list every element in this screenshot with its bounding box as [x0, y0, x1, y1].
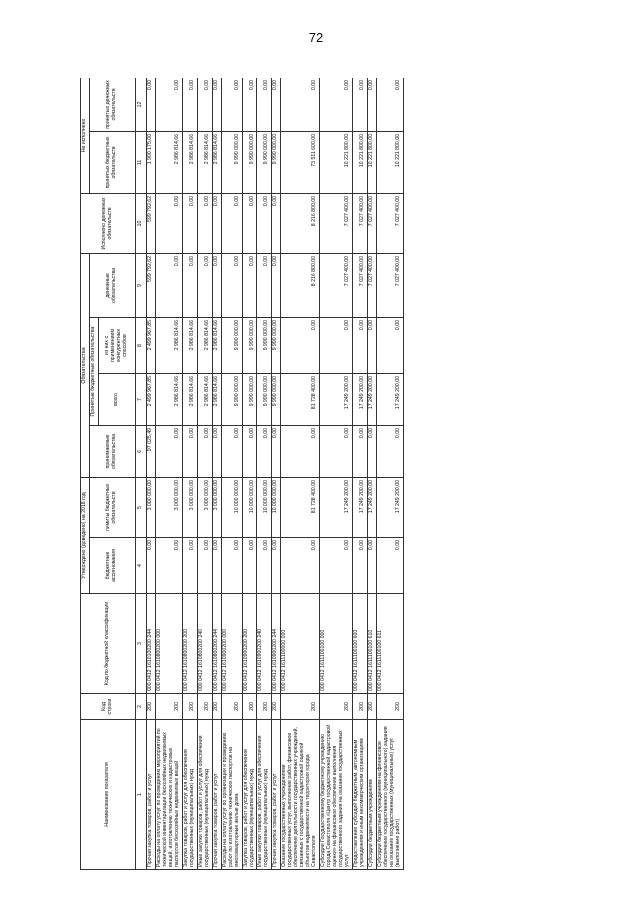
- row-monetary: 0,00: [197, 253, 212, 317]
- header-total: всего: [98, 374, 135, 426]
- row-nf-monetary: 0,00: [367, 78, 376, 131]
- row-competitive: 9 990 000,00: [221, 318, 242, 374]
- header-fulfilled: Исполнено денежных обязательств: [81, 193, 136, 253]
- row-budget-allocations: 0,00: [182, 538, 197, 594]
- header-group-not-fulfilled: Не исполнено: [81, 78, 90, 193]
- row-monetary: 0,00: [242, 253, 257, 317]
- row-name: Субсидии Государственному бюджетному учреждению города Севастополя «Центр государственной кадастровой оценки» на финансовое обеспечение выполнения государственного задания на оказание государственных услуг: [320, 720, 353, 870]
- row-total: 2 986 814,66: [197, 374, 212, 426]
- row-total: 17 249 200,00: [376, 374, 403, 426]
- row-code: 200: [221, 694, 242, 720]
- row-competitive: 0,00: [281, 318, 320, 374]
- row-fulfilled: 0,00: [155, 193, 182, 253]
- header-limits: лимиты бюджетных обязательств: [89, 478, 135, 538]
- header-monetary: денежные обязательства: [89, 253, 135, 317]
- table-row: [182, 78, 197, 870]
- row-monetary: 599 792,62: [146, 253, 155, 317]
- row-nf-monetary: 0,00: [182, 78, 197, 131]
- table-row: [257, 78, 272, 870]
- row-competitive: 2 986 814,66: [155, 318, 182, 374]
- row-code: 200: [281, 694, 320, 720]
- row-nf-monetary: 0,00: [376, 78, 403, 131]
- row-budget-allocations: 0,00: [221, 538, 242, 594]
- row-budget-class: 000 0412 1610900200 244: [272, 594, 281, 694]
- row-name: Прочая закупка товаров, работ и услуг: [146, 720, 155, 870]
- row-nf-budget: 2 986 814,66: [212, 131, 221, 193]
- row-competitive: 0,00: [376, 318, 403, 374]
- row-nf-budget: 2 986 814,66: [182, 131, 197, 193]
- row-limits: 3 000 000,00: [197, 478, 212, 538]
- table-row: [281, 78, 320, 870]
- column-number: 9: [135, 253, 146, 317]
- row-nf-budget: 2 986 814,66: [197, 131, 212, 193]
- row-fulfilled: 0,00: [197, 193, 212, 253]
- row-code: 200: [182, 694, 197, 720]
- row-limits: 17 249 200,00: [367, 478, 376, 538]
- row-deferred: 0,00: [182, 426, 197, 478]
- row-deferred: 0,00: [257, 426, 272, 478]
- row-monetary: 0,00: [155, 253, 182, 317]
- table-row: [197, 78, 212, 870]
- row-deferred: 0,00: [197, 426, 212, 478]
- row-nf-monetary: 0,00: [212, 78, 221, 131]
- row-limits: 3 000 000,00: [146, 478, 155, 538]
- row-code: 200: [367, 694, 376, 720]
- row-budget-class: 000 0412 1610900200 000: [221, 594, 242, 694]
- table-row: [212, 78, 221, 870]
- row-name: Оказание государственных учреждениями государственных услуг, выполнение работ, финансовое обеспечение деятельности государственных учреждений, связанных с государственной кадастровой оценкой объектов недвижимости на территории города Севастополя: [281, 720, 320, 870]
- row-nf-monetary: 0,00: [197, 78, 212, 131]
- row-limits: 10 000 000,00: [257, 478, 272, 538]
- row-monetary: 0,00: [182, 253, 197, 317]
- row-code: 200: [146, 694, 155, 720]
- column-number: 6: [135, 426, 146, 478]
- row-nf-monetary: 0,00: [155, 78, 182, 131]
- budget-table: [80, 78, 404, 870]
- row-name: Расходы на оплату услуг по проведению мероприятий по технической инвентаризации бесхозяйных недвижимых вещей, изготовлению технических и кадастровых паспортов бесхозяйных недвижимых вещей: [155, 720, 182, 870]
- row-total: 81 728 400,00: [281, 374, 320, 426]
- row-fulfilled: 0,00: [182, 193, 197, 253]
- row-total: 2 986 814,66: [182, 374, 197, 426]
- row-nf-monetary: 0,00: [146, 78, 155, 131]
- row-code: 200: [155, 694, 182, 720]
- row-budget-class: 000 0412 1610900200 200: [242, 594, 257, 694]
- row-deferred: 0,00: [367, 426, 376, 478]
- row-competitive: 0,00: [367, 318, 376, 374]
- row-competitive: 0,00: [320, 318, 353, 374]
- row-code: 200: [197, 694, 212, 720]
- row-budget-class: 000 0412 1610900200 240: [257, 594, 272, 694]
- table-row: [242, 78, 257, 870]
- row-total: 2 499 967,85: [146, 374, 155, 426]
- row-deferred: 0,00: [221, 426, 242, 478]
- column-number: 8: [135, 318, 146, 374]
- header-budget-class: Код по бюджетной классификации: [81, 594, 136, 694]
- column-number: 3: [135, 594, 146, 694]
- row-deferred: 0,00: [320, 426, 353, 478]
- row-deferred: 97 025,49: [146, 426, 155, 478]
- header-nf-monetary: принятых денежных обязательств: [89, 78, 135, 131]
- row-budget-class: 000 0412 1610800200 244: [212, 594, 221, 694]
- header-group-approved: Утверждено (доведено) на 2018 год: [81, 478, 90, 594]
- column-number: 10: [135, 193, 146, 253]
- row-nf-monetary: 0,00: [281, 78, 320, 131]
- row-code: 200: [212, 694, 221, 720]
- row-deferred: 0,00: [376, 426, 403, 478]
- row-budget-allocations: 0,00: [320, 538, 353, 594]
- row-fulfilled: 7 027 400,00: [320, 193, 353, 253]
- row-code: 200: [320, 694, 353, 720]
- header-code: Код строки: [81, 694, 136, 720]
- row-name: Субсидии бюджетным учреждениям: [367, 720, 376, 870]
- row-name: Предоставление субсидий бюджетным, автономным учреждениям и иным некоммерческим организациям: [353, 720, 368, 870]
- row-total: 9 990 000,00: [221, 374, 242, 426]
- table-body: [146, 78, 403, 870]
- row-limits: 3 000 000,00: [155, 478, 182, 538]
- row-nf-monetary: 0,00: [242, 78, 257, 131]
- row-nf-budget: 9 990 000,00: [272, 131, 281, 193]
- page-number: 72: [308, 30, 324, 45]
- row-total: 2 986 814,66: [155, 374, 182, 426]
- row-monetary: 7 027 400,00: [320, 253, 353, 317]
- column-number: 4: [135, 538, 146, 594]
- column-number-row: [135, 78, 146, 870]
- rotated-table: [80, 78, 610, 870]
- row-limits: 3 000 000,00: [212, 478, 221, 538]
- row-fulfilled: 599 792,62: [146, 193, 155, 253]
- row-competitive: 2 986 814,66: [182, 318, 197, 374]
- row-budget-class: 000 0412 1610800200 000: [155, 594, 182, 694]
- row-budget-allocations: 0,00: [353, 538, 368, 594]
- row-budget-class: 000 0412 1611100100 000: [320, 594, 353, 694]
- row-nf-budget: 9 990 000,00: [221, 131, 242, 193]
- row-budget-allocations: 0,00: [272, 538, 281, 594]
- table-row: [221, 78, 242, 870]
- row-total: 17 249 200,00: [353, 374, 368, 426]
- row-budget-class: 000 0412 1611100000 000: [281, 594, 320, 694]
- row-total: 9 990 000,00: [257, 374, 272, 426]
- row-fulfilled: 7 027 400,00: [367, 193, 376, 253]
- row-monetary: 7 027 400,00: [376, 253, 403, 317]
- row-nf-budget: 9 990 000,00: [242, 131, 257, 193]
- row-monetary: 0,00: [212, 253, 221, 317]
- row-nf-budget: 9 990 000,00: [257, 131, 272, 193]
- row-fulfilled: 0,00: [212, 193, 221, 253]
- row-name: Закупка товаров, работ и услуг для обеспечения государственных (муниципальных) нужд: [242, 720, 257, 870]
- column-number: 7: [135, 374, 146, 426]
- row-name: Прочая закупка товаров, работ и услуг: [272, 720, 281, 870]
- row-competitive: 9 990 000,00: [272, 318, 281, 374]
- row-monetary: 0,00: [272, 253, 281, 317]
- row-competitive: 2 986 814,66: [212, 318, 221, 374]
- row-code: 200: [242, 694, 257, 720]
- row-limits: 10 000 000,00: [272, 478, 281, 538]
- row-fulfilled: 7 027 400,00: [376, 193, 403, 253]
- row-nf-budget: 10 221 800,00: [376, 131, 403, 193]
- row-budget-class: 000 0412 1610100200 244: [146, 594, 155, 694]
- row-limits: 10 000 000,00: [242, 478, 257, 538]
- column-number: 1: [135, 720, 146, 870]
- table-row: [353, 78, 368, 870]
- row-code: 200: [353, 694, 368, 720]
- row-total: 2 986 814,66: [212, 374, 221, 426]
- row-name: Прочая закупка товаров, работ и услуг: [212, 720, 221, 870]
- row-name: Закупка товаров, работ и услуг для обеспечения государственных (муниципальных) нужд: [182, 720, 197, 870]
- row-name: Иные закупки товаров, работ и услуг для обеспечения государственных (муниципальных) нужд: [257, 720, 272, 870]
- row-nf-monetary: 0,00: [257, 78, 272, 131]
- row-budget-allocations: 0,00: [376, 538, 403, 594]
- row-budget-class: 000 0412 1611100100 611: [376, 594, 403, 694]
- row-fulfilled: 8 216 800,00: [281, 193, 320, 253]
- row-budget-allocations: 0,00: [197, 538, 212, 594]
- table-row: [367, 78, 376, 870]
- row-monetary: 7 027 400,00: [367, 253, 376, 317]
- row-limits: 3 000 000,00: [182, 478, 197, 538]
- column-number: 11: [135, 131, 146, 193]
- row-nf-budget: 73 511 600,00: [281, 131, 320, 193]
- row-competitive: 2 499 967,85: [146, 318, 155, 374]
- header-name: Наименование показателя: [81, 720, 136, 870]
- table-row: [272, 78, 281, 870]
- row-monetary: 0,00: [221, 253, 242, 317]
- row-deferred: 0,00: [242, 426, 257, 478]
- row-budget-allocations: 0,00: [242, 538, 257, 594]
- row-budget-allocations: 0,00: [212, 538, 221, 594]
- row-budget-allocations: 0,00: [281, 538, 320, 594]
- row-budget-allocations: 0,00: [155, 538, 182, 594]
- header-group-obligations: Обязательства: [81, 253, 90, 477]
- table-row: [320, 78, 353, 870]
- row-nf-budget: 1 900 175,00: [146, 131, 155, 193]
- row-nf-monetary: 0,00: [353, 78, 368, 131]
- row-total: 9 990 000,00: [242, 374, 257, 426]
- row-budget-allocations: 0,00: [367, 538, 376, 594]
- row-budget-class: 000 0412 1611100100 610: [367, 594, 376, 694]
- header-competitive: из них с применением конкурентных способов: [98, 318, 135, 374]
- row-code: 200: [272, 694, 281, 720]
- row-nf-budget: 10 221 800,00: [353, 131, 368, 193]
- row-fulfilled: 0,00: [221, 193, 242, 253]
- row-limits: 17 249 200,00: [353, 478, 368, 538]
- row-code: 200: [376, 694, 403, 720]
- rotated-table-container: [80, 78, 610, 870]
- row-monetary: 8 216 800,00: [281, 253, 320, 317]
- row-total: 9 990 000,00: [272, 374, 281, 426]
- column-number: 12: [135, 78, 146, 131]
- row-competitive: 0,00: [353, 318, 368, 374]
- row-competitive: 9 990 000,00: [242, 318, 257, 374]
- column-number: 2: [135, 694, 146, 720]
- header-group-accepted: Принятые бюджетные обязательства: [89, 318, 98, 426]
- row-budget-allocations: 0,00: [257, 538, 272, 594]
- row-fulfilled: 0,00: [272, 193, 281, 253]
- row-total: 17 249 200,00: [367, 374, 376, 426]
- row-monetary: 0,00: [257, 253, 272, 317]
- row-fulfilled: 0,00: [257, 193, 272, 253]
- row-budget-allocations: 0,00: [146, 538, 155, 594]
- row-deferred: 0,00: [281, 426, 320, 478]
- header-nf-budget: принятых бюджетных обязательств: [89, 131, 135, 193]
- row-nf-monetary: 0,00: [272, 78, 281, 131]
- row-budget-class: 000 0412 1611100100 600: [353, 594, 368, 694]
- row-limits: 17 249 200,00: [376, 478, 403, 538]
- row-limits: 81 728 400,00: [281, 478, 320, 538]
- row-nf-budget: 2 986 814,66: [155, 131, 182, 193]
- row-budget-class: 000 0412 1610800200 240: [197, 594, 212, 694]
- row-total: 17 249 200,00: [320, 374, 353, 426]
- table-row: [155, 78, 182, 870]
- row-fulfilled: 0,00: [242, 193, 257, 253]
- header-deferred: принимаемые обязательства: [89, 426, 135, 478]
- row-nf-budget: 10 221 800,00: [320, 131, 353, 193]
- row-nf-budget: 10 221 800,00: [367, 131, 376, 193]
- row-fulfilled: 7 027 400,00: [353, 193, 368, 253]
- row-nf-monetary: 0,00: [221, 78, 242, 131]
- table-header: [81, 78, 147, 870]
- row-competitive: 9 990 000,00: [257, 318, 272, 374]
- row-limits: 17 249 200,00: [320, 478, 353, 538]
- row-monetary: 7 027 400,00: [353, 253, 368, 317]
- row-limits: 10 000 000,00: [221, 478, 242, 538]
- row-deferred: 0,00: [353, 426, 368, 478]
- row-name: Расходы на оплату услуг по организации и проведению работ по изготовлению технических паспортов на многоквартирные жилые дома: [221, 720, 242, 870]
- row-name: Иные закупки товаров, работ и услуг для обеспечения государственных (муниципальных) нужд: [197, 720, 212, 870]
- row-budget-class: 000 0412 1610800200 200: [182, 594, 197, 694]
- header-budget-allocations: бюджетные ассигнования: [89, 538, 135, 594]
- row-code: 200: [257, 694, 272, 720]
- table-row: [146, 78, 155, 870]
- row-competitive: 2 986 814,66: [197, 318, 212, 374]
- column-number: 5: [135, 478, 146, 538]
- row-name: Субсидии бюджетным учреждениям на финансовое обеспечение государственного (муниципального) задания на оказание государственных (муниципальных) услуг (выполнение работ): [376, 720, 403, 870]
- table-row: [376, 78, 403, 870]
- row-deferred: 0,00: [155, 426, 182, 478]
- row-nf-monetary: 0,00: [320, 78, 353, 131]
- row-deferred: 0,00: [272, 426, 281, 478]
- row-deferred: 0,00: [212, 426, 221, 478]
